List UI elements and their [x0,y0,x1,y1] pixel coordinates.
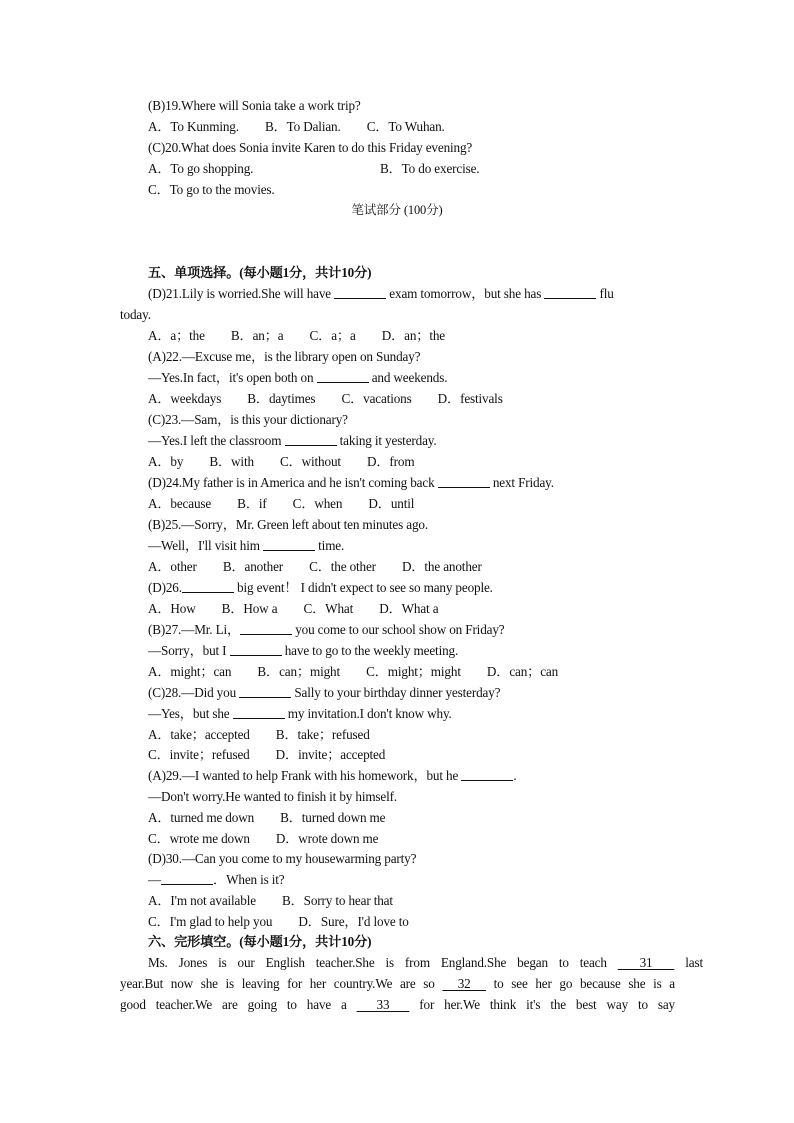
answer-blank [240,622,292,635]
q23-options: A．by B．with C．without D．from [148,454,415,469]
cloze-line-2 [120,973,675,994]
q20-options-ab [148,158,480,179]
section5-heading: 五、单项选择。(每小题1分，共计10分) [148,265,372,280]
q20-stem: (C)20.What does Sonia invite Karen to do this Friday evening? [148,140,473,155]
q21-stem-b: exam tomorrow，but she has [386,286,545,301]
q22-options: A．weekdays B．daytimes C．vacations D．festivals [148,391,503,406]
q30-reply [148,869,285,890]
q27-stem [148,619,505,640]
q30-reply-a: — [148,872,162,887]
q20-option-b: B．To do exercise. [380,161,480,176]
q21-stem-cont: today. [120,307,151,322]
q20-option-a: A．To go shopping. [148,161,254,176]
q27-options: A．might；can B．can；might C．might；might D．can；can [148,664,559,679]
q29-stem-b: . [513,768,517,783]
cloze-text: last [674,955,703,970]
written-section-title: 笔试部分 (100分) [351,203,443,217]
q22-stem: (A)22.—Excuse me，is the library open on Sunday? [148,349,421,364]
answer-blank [230,643,282,656]
q26-stem [148,577,493,598]
section6-heading: 六、完形填空。(每小题1分，共计10分) [148,934,372,949]
q29-options-2: C．wrote me down D．wrote down me [148,831,379,846]
answer-blank [317,370,369,383]
q30-options-1: A．I'm not available B．Sorry to hear that [148,893,393,908]
q27-reply [148,640,458,661]
q19-options: A．To Kunming. B．To Dalian. C．To Wuhan. [148,119,445,134]
q23-stem: (C)23.—Sam，is this your dictionary? [148,412,348,427]
q22-reply-b: and weekends. [368,370,448,385]
answer-blank [334,286,386,299]
q27-stem-a: (B)27.—Mr. Li， [148,622,241,637]
cloze-blank-33: 33 [356,997,410,1012]
answer-blank [544,286,596,299]
q24-stem-b: next Friday. [489,475,554,490]
answer-blank [438,475,490,488]
q28-options-2: C．invite；refused D．invite；accepted [148,747,386,762]
q21-stem-c: flu [596,286,614,301]
q23-reply-a: —Yes.I left the classroom [148,433,285,448]
q25-reply-a: —Well，I'll visit him [148,538,264,553]
answer-blank [239,685,291,698]
q28-stem-a: (C)28.—Did you [148,685,240,700]
cloze-text: good teacher.We are going to have a [120,997,357,1012]
answer-blank [263,538,315,551]
q24-options: A．because B．if C．when D．until [148,496,415,511]
cloze-text: to see her go because she is a [485,976,675,991]
q21-stem-a: (D)21.Lily is worried.She will have [148,286,335,301]
q29-options-1: A．turned me down B．turned down me [148,810,386,825]
q24-stem-a: (D)24.My father is in America and he isn't coming back [148,475,438,490]
q28-stem-b: Sally to your birthday dinner yesterday? [291,685,501,700]
cloze-blank-32: 32 [442,976,486,991]
q27-reply-b: have to go to the weekly meeting. [281,643,459,658]
cloze-text: year.But now she is leaving for her country.We are so [120,976,443,991]
q28-reply-b: my invitation.I don't know why. [284,706,452,721]
answer-blank [233,706,285,719]
q25-reply [148,535,344,556]
q23-reply-b: taking it yesterday. [336,433,437,448]
q28-reply-a: —Yes，but she [148,706,233,721]
q29-reply: —Don't worry.He wanted to finish it by himself. [148,789,398,804]
q21-options: A．a；the B．an；a C．a；a D．an；the [148,328,445,343]
cloze-line-1 [148,952,703,973]
q30-reply-b: ．When is it? [213,872,285,887]
cloze-text: for her.We think it's the best way to say [409,997,675,1012]
q27-reply-a: —Sorry，but I [148,643,230,658]
q25-stem: (B)25.—Sorry，Mr. Green left about ten minutes ago. [148,517,429,532]
q30-stem: (D)30.—Can you come to my housewarming party? [148,851,417,866]
q29-stem-a: (A)29.—I wanted to help Frank with his homework，but he [148,768,462,783]
q24-stem [148,472,554,493]
q28-stem [148,682,500,703]
q28-reply [148,703,452,724]
q28-options-1: A．take；accepted B．take；refused [148,727,370,742]
cloze-line-3 [120,994,675,1015]
q25-reply-b: time. [315,538,345,553]
q22-reply [148,367,447,388]
q29-stem [148,765,516,786]
q27-stem-b: you come to our school show on Friday? [292,622,505,637]
answer-blank [285,433,337,446]
q30-options-2: C．I'm glad to help you D．Sure，I'd love to [148,914,409,929]
q26-options: A．How B．How a C．What D．What a [148,601,439,616]
q26-stem-b: big event！ I didn't expect to see so many people. [233,580,493,595]
q19-stem: (B)19.Where will Sonia take a work trip? [148,98,361,113]
q20-option-c: C．To go to the movies. [148,182,275,197]
cloze-text: Ms. Jones is our English teacher.She is from England.She began to teach [148,955,618,970]
q26-stem-a: (D)26. [148,580,182,595]
q25-options: A．other B．another C．the other D．the another [148,559,482,574]
answer-blank [161,872,213,885]
answer-blank [461,768,513,781]
answer-blank [182,580,234,593]
q21-stem [148,283,614,304]
cloze-blank-31: 31 [617,955,675,970]
q23-reply [148,430,437,451]
q22-reply-a: —Yes.In fact，it's open both on [148,370,317,385]
